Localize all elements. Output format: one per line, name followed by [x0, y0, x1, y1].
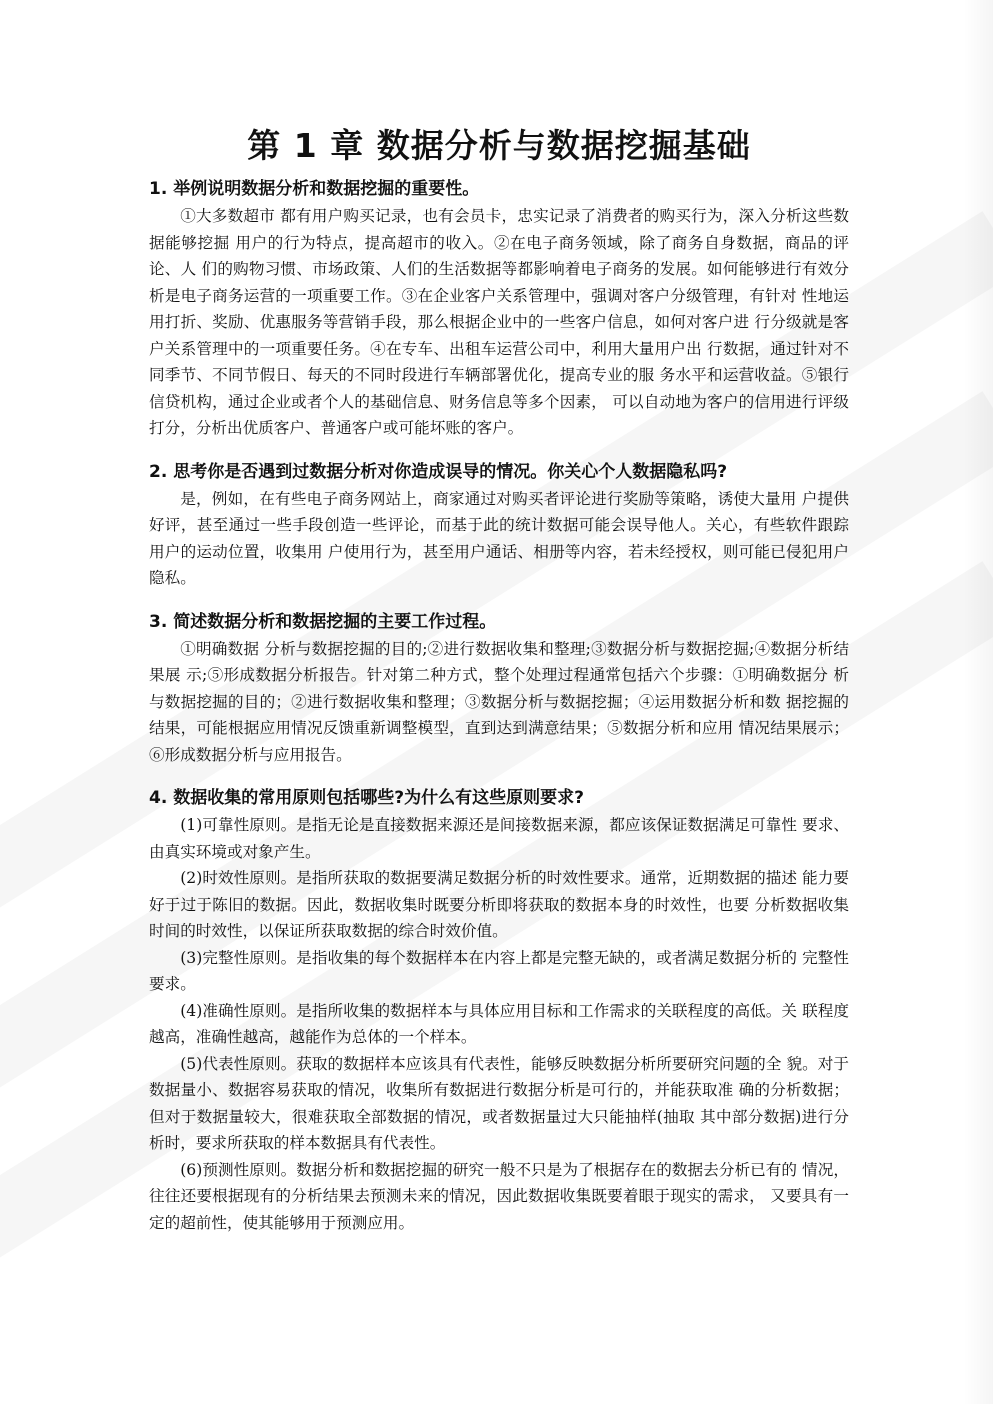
chapter-title: 第 1 章 数据分析与数据挖掘基础 — [247, 126, 751, 165]
answer-paragraph: 是，例如，在有些电子商务网站上，商家通过对购买者评论进行奖励等策略，诱使大量用 户提供好评，甚至通过一些手段创造一些评论，而基于此的统计数据可能会误导他人。关心，有些软件跟踪用户的运动位置，收集用 户使用行为，甚至用户通话、相册等内容，若未经授权，则可能已侵犯用户隐私。 — [149, 489, 849, 587]
qa-section-1 — [149, 177, 849, 442]
answer-paragraph: (4)准确性原则。是指所收集的数据样本与具体应用目标和工作需求的关联程度的高低。关 联程度越高，准确性越高，越能作为总体的一个样本。 — [149, 1001, 849, 1046]
answer-paragraph: (1)可靠性原则。是指无论是直接数据来源还是间接数据来源，都应该保证数据满足可靠性 要求、由真实环境或对象产生。 — [149, 816, 849, 861]
question-heading: 2. 思考你是否遇到过数据分析对你造成误导的情况。你关心个人数据隐私吗? — [149, 461, 728, 482]
answer-paragraph: (5)代表性原则。获取的数据样本应该具有代表性，能够反映数据分析所要研究问题的全 貌。对于数据量小、数据容易获取的情况，收集所有数据进行数据分析是可行的，并能获取准 确的分析数据；但对于数据量较大，很难获取全部数据的情况，或者数据量过大只能抽样(抽取 其中部分数据)进行分析时，要求所获取的样本数据具有代表性。 — [149, 1054, 849, 1152]
answer-paragraph: ①大多数超市 都有用户购买记录，也有会员卡，忠实记录了消费者的购买行为，深入分析这些数据能够挖掘 用户的行为特点，提高超市的收入。②在电子商务领域，除了商务自身数据，商品的评论、人 们的购物习惯、市场政策、人们的生活数据等都影响着电子商务的发展。如何能够进行有效分 析是电子商务运营的一项重要工作。③在企业客户关系管理中，强调对客户分级管理，有针对 性地运用打折、奖励、优惠服务等营销手段，那么根据企业中的一些客户信息，如何对客户进 行分级就是客户关系管理中的一项重要任务。④在专车、出租车运营公司中，利用大量用户出 行数据，通过针对不同季节、不同节假日、每天的不同时段进行车辆部署优化，提高专业的服 务水平和运营收益。⑤银行信贷机构，通过企业或者个人的基础信息、财务信息等多个因素， 可以自动地为客户的信用进行评级打分，分析出优质客户、普通客户或可能坏账的客户。 — [149, 207, 849, 437]
answer-paragraph: ①明确数据 分析与数据挖掘的目的;②进行数据收集和整理;③数据分析与数据挖掘;④数据分析结果展 示;⑤形成数据分析报告。针对第二种方式，整个处理过程通常包括六个步骤：①明确数据分 析与数据挖掘的目的；②进行数据收集和整理；③数据分析与数据挖掘；④运用数据分析和数 据挖掘的结果，可能根据应用情况反馈重新调整模型，直到达到满意结果；⑤数据分析和应用 情况结果展示；⑥形成数据分析与应用报告。 — [149, 639, 849, 764]
question-heading: 4. 数据收集的常用原则包括哪些?为什么有这些原则要求? — [149, 788, 584, 808]
qa-section-2 — [149, 460, 849, 592]
page-edge-shadow — [963, 0, 993, 1404]
question-heading: 1. 举例说明数据分析和数据挖掘的重要性。 — [149, 179, 480, 199]
answer-paragraph: (6)预测性原则。数据分析和数据挖掘的研究一般不只是为了根据存在的数据去分析已有的 情况，往往还要根据现有的分析结果去预测未来的情况，因此数据收集既要着眼于现实的需求， 又要具有一定的超前性，使其能够用于预测应用。 — [149, 1160, 849, 1232]
question-heading: 3. 简述数据分析和数据挖掘的主要工作过程。 — [149, 611, 497, 632]
answer-paragraph: (3)完整性原则。是指收集的每个数据样本在内容上都是完整无缺的，或者满足数据分析的 完整性要求。 — [149, 948, 849, 993]
answer-paragraph: (2)时效性原则。是指所获取的数据要满足数据分析的时效性要求。通常，近期数据的描述 能力要好于过于陈旧的数据。因此，数据收集时既要分析即将获取的数据本身的时效性，也要 分析数据收集时间的时效性，以保证所获取数据的综合时效价值。 — [149, 869, 849, 940]
qa-section-3 — [149, 610, 849, 769]
qa-section-4 — [149, 786, 849, 1236]
document-page — [149, 120, 849, 1254]
